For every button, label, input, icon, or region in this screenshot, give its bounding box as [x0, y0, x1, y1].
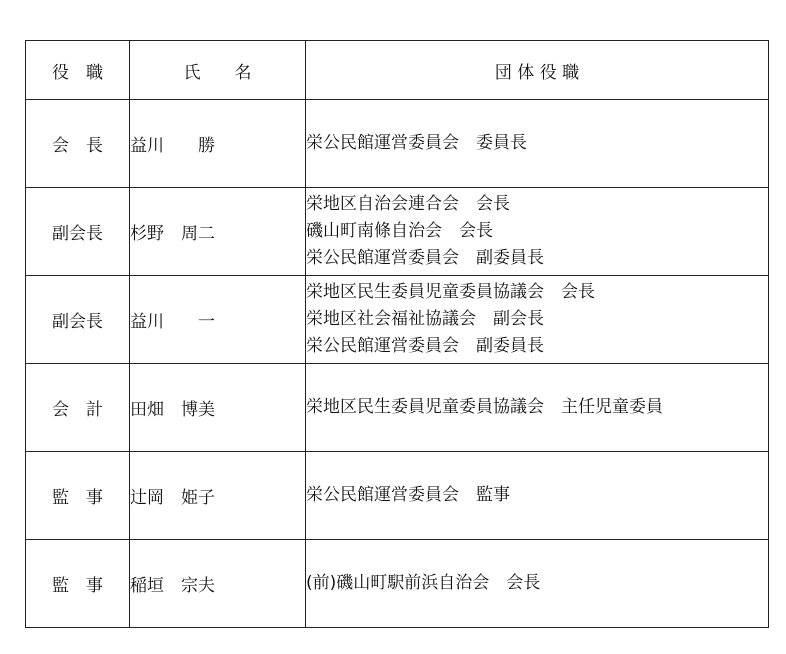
- officers-table: [25, 40, 769, 628]
- org-cell: [306, 100, 769, 188]
- name-cell: 田畑 博美: [130, 364, 306, 452]
- table-row: [26, 188, 769, 276]
- org-cell: [306, 276, 769, 364]
- org-cell: [306, 188, 769, 276]
- table-header-row: [26, 41, 769, 100]
- org-cell: [306, 540, 769, 628]
- org-cell: [306, 452, 769, 540]
- org-line: (前)磯山町駅前浜自治会 会長: [306, 573, 541, 593]
- header-name: 氏 名: [130, 41, 306, 100]
- name-cell: 辻岡 姫子: [130, 452, 306, 540]
- table-row: [26, 276, 769, 364]
- table-row: [26, 540, 769, 628]
- role-cell: 会 計: [26, 364, 130, 452]
- org-line: 栄公民館運営委員会 副委員長: [306, 336, 544, 356]
- org-line: 栄地区社会福祉協議会 副会長: [306, 309, 544, 329]
- table-row: [26, 100, 769, 188]
- org-line: 栄地区民生委員児童委員協議会 主任児童委員: [306, 397, 663, 417]
- role-cell: 副会長: [26, 276, 130, 364]
- role-cell: 監 事: [26, 452, 130, 540]
- org-line: 栄地区自治会連合会 会長: [306, 194, 510, 214]
- org-line: 栄地区民生委員児童委員協議会 会長: [306, 282, 595, 302]
- org-line: 栄公民館運営委員会 副委員長: [306, 248, 544, 268]
- role-cell: 監 事: [26, 540, 130, 628]
- table-row: [26, 364, 769, 452]
- header-org: 団 体 役 職: [306, 41, 769, 100]
- role-cell: 会 長: [26, 100, 130, 188]
- header-role: 役 職: [26, 41, 130, 100]
- org-line: 磯山町南條自治会 会長: [306, 221, 493, 241]
- role-cell: 副会長: [26, 188, 130, 276]
- org-cell: [306, 364, 769, 452]
- name-cell: 杉野 周二: [130, 188, 306, 276]
- name-cell: 稲垣 宗夫: [130, 540, 306, 628]
- org-line: 栄公民館運営委員会 委員長: [306, 133, 527, 153]
- org-line: 栄公民館運営委員会 監事: [306, 485, 510, 505]
- name-cell: 益川 一: [130, 276, 306, 364]
- name-cell: 益川 勝: [130, 100, 306, 188]
- table-row: [26, 452, 769, 540]
